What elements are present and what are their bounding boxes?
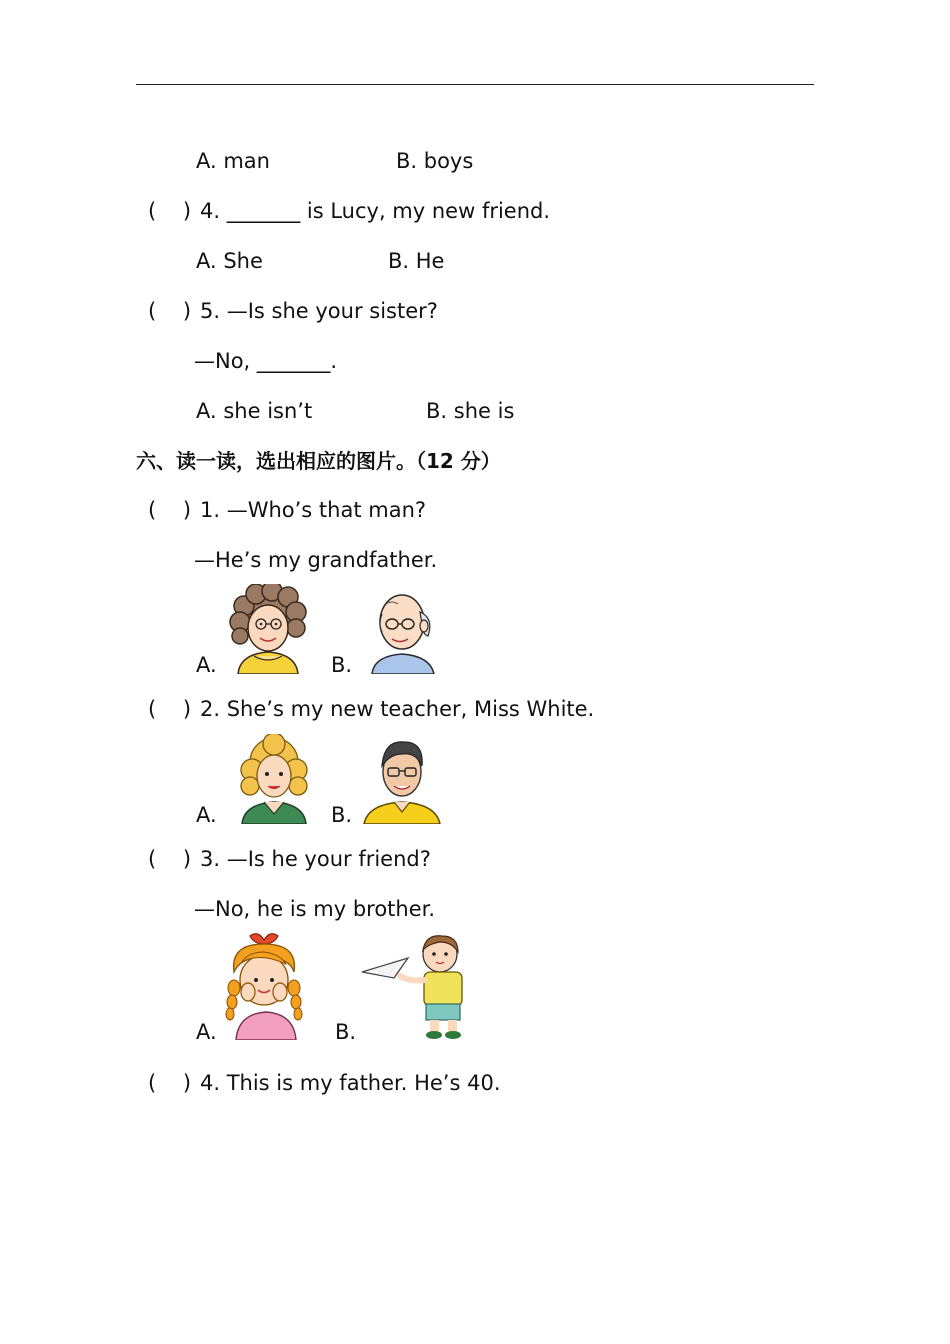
- dialogue-line: —He’s my grandfather.: [194, 548, 438, 572]
- answer-paren: ( ): [148, 847, 192, 871]
- option-a: A. She: [196, 249, 263, 273]
- answer-paren: ( ): [148, 1071, 192, 1095]
- question-stem: 2. She’s my new teacher, Miss White.: [200, 697, 595, 721]
- option-b-label: B.: [331, 653, 353, 677]
- dialogue-line: —No, he is my brother.: [194, 897, 436, 921]
- grandfather-picture: [362, 584, 446, 674]
- answer-line: —No, _______.: [194, 349, 338, 373]
- grandmother-picture: [226, 584, 310, 674]
- prev-option-a: A. man: [196, 149, 270, 173]
- answer-paren: ( ): [148, 299, 192, 323]
- answer-paren: ( ): [148, 199, 192, 223]
- question-stem: 4. This is my father. He’s 40.: [200, 1071, 501, 1095]
- question-stem: 3. —Is he your friend?: [200, 847, 431, 871]
- option-a-label: A.: [196, 1020, 217, 1044]
- boy-paper-plane-picture: [360, 932, 470, 1040]
- option-a-label: A.: [196, 803, 217, 827]
- question-stem: 5. —Is she your sister?: [200, 299, 438, 323]
- option-a: A. she isn’t: [196, 399, 313, 423]
- option-b-label: B.: [335, 1020, 357, 1044]
- girl-picture: [220, 932, 310, 1040]
- option-b-label: B.: [331, 803, 353, 827]
- option-a-label: A.: [196, 653, 217, 677]
- option-b: B. she is: [426, 399, 515, 423]
- question-stem: 4. _______ is Lucy, my new friend.: [200, 199, 551, 223]
- section-heading: 六、读一读，选出相应的图片。（12 分）: [136, 449, 501, 473]
- male-teacher-picture: [360, 734, 444, 824]
- female-teacher-picture: [234, 734, 314, 824]
- option-b: B. He: [388, 249, 445, 273]
- prev-option-b: B. boys: [396, 149, 474, 173]
- answer-paren: ( ): [148, 697, 192, 721]
- answer-paren: ( ): [148, 498, 192, 522]
- question-stem: 1. —Who’s that man?: [200, 498, 427, 522]
- header-rule: [136, 84, 814, 85]
